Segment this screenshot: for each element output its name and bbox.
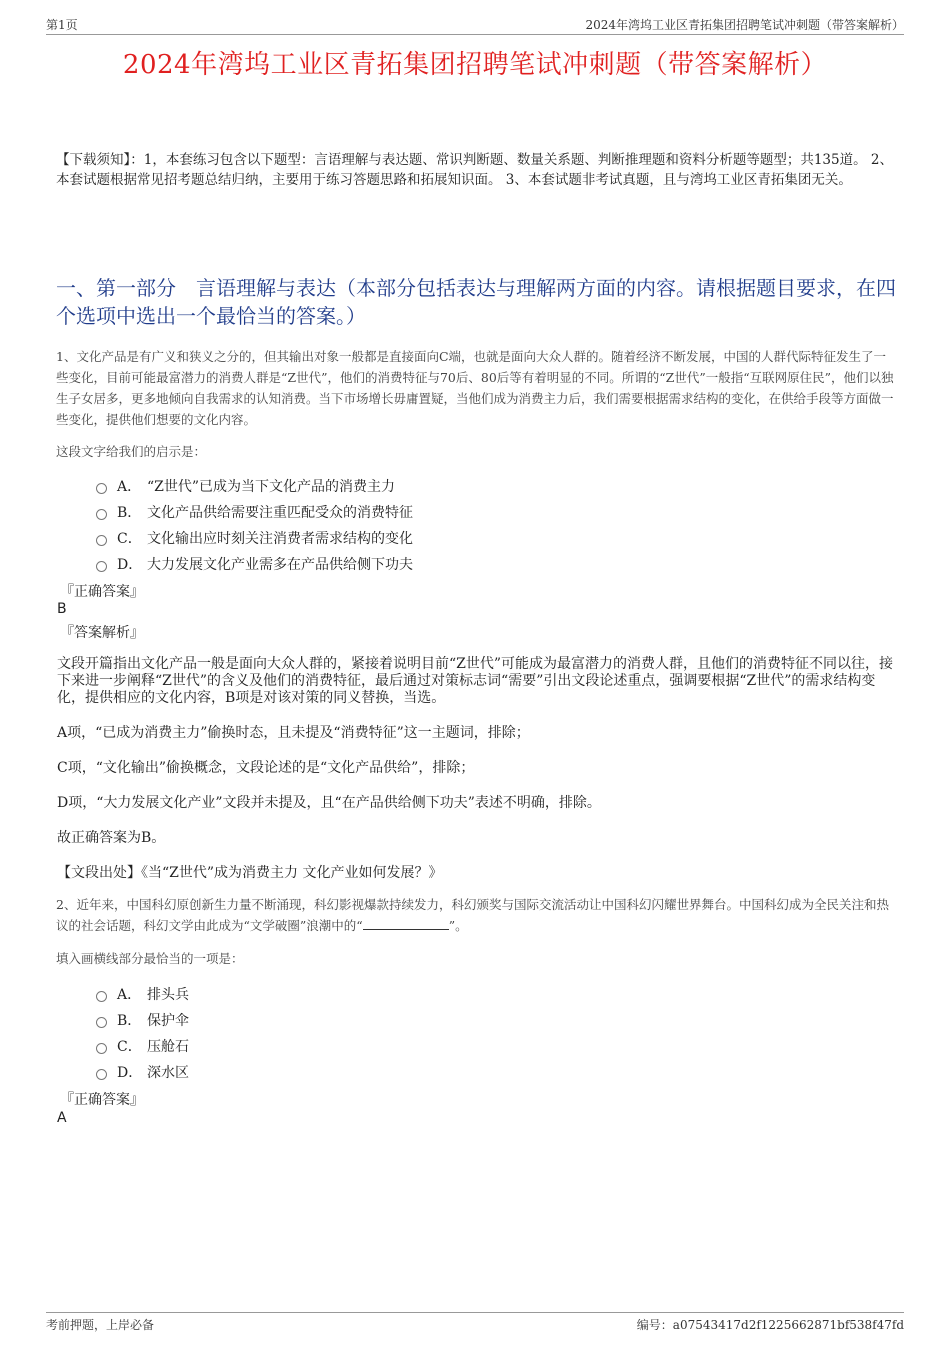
option-text: “Z世代”已成为当下文化产品的消费主力 xyxy=(147,479,396,495)
download-notice: 【下载须知】：1，本套练习包含以下题型：言语理解与表达题、常识判断题、数量关系题、判断推理题和资料分析题等题型；共135道。 2、本套试题根据常见招考题总结归纳，主要用于练习答题思路和拓展知识面。 3、本套试题非考试真题，且与湾坞工业区青拓集团无关。 xyxy=(56,152,893,188)
option-letter: A． xyxy=(117,479,142,495)
analysis-paragraph: C项，“文化输出”偷换概念，文段论述的是“文化产品供给”，排除； xyxy=(57,760,475,776)
option-letter: C． xyxy=(117,1039,142,1055)
analysis-paragraph: 文段开篇指出文化产品一般是面向大众人群的，紧接着说明目前“Z世代”可能成为最富潜力的消费人群，且他们的消费特征不同以往，接下来进一步阐释“Z世代”的含义及他们的消费特征，最后通过对策标志词“需要”引出文段论述重点，强调要根据“Z世代”的需求结构变化，提供相应的文化内容，B项是对该对策的同义替换，当选。 xyxy=(57,656,894,706)
radio-icon[interactable] xyxy=(96,509,107,520)
analysis-source: 【文段出处】《当“Z世代”成为消费主力 文化产业如何发展？》 xyxy=(57,865,443,881)
radio-icon[interactable] xyxy=(96,1069,107,1080)
page-footer xyxy=(46,1312,904,1333)
question-1-analysis-label: 『答案解析』 xyxy=(60,625,144,641)
radio-icon[interactable] xyxy=(96,1017,107,1028)
option-text: 大力发展文化产业需多在产品供给侧下功夫 xyxy=(147,557,413,573)
option-text: 压舱石 xyxy=(147,1039,189,1055)
page-number: 第1页 xyxy=(46,18,78,32)
question-1-answer: B xyxy=(57,601,67,617)
question-1-analysis xyxy=(57,656,899,900)
analysis-paragraph: D项，“大力发展文化产业”文段并未提及，且“在产品供给侧下功夫”表述不明确，排除。 xyxy=(57,795,601,811)
radio-icon[interactable] xyxy=(96,535,107,546)
question-2-text xyxy=(56,894,898,936)
option-text: 保护伞 xyxy=(147,1013,189,1029)
question-2-answer: A xyxy=(57,1110,67,1126)
option-letter: D． xyxy=(117,557,143,573)
option-letter: B． xyxy=(117,1013,142,1029)
option-letter: C． xyxy=(117,531,142,547)
radio-icon[interactable] xyxy=(96,1043,107,1054)
page-header xyxy=(46,14,904,35)
question-1-option-c[interactable] xyxy=(96,525,796,551)
option-text: 文化输出应时刻关注消费者需求结构的变化 xyxy=(147,531,413,547)
option-text: 深水区 xyxy=(147,1065,189,1081)
question-1-options xyxy=(96,473,796,577)
option-text: 文化产品供给需要注重匹配受众的消费特征 xyxy=(147,505,413,521)
analysis-paragraph: A项，“已成为消费主力”偷换时态，且未提及“消费特征”这一主题词，排除； xyxy=(57,725,530,741)
option-letter: B． xyxy=(117,505,142,521)
question-2-answer-label: 『正确答案』 xyxy=(60,1092,144,1108)
question-1-option-d[interactable] xyxy=(96,551,796,577)
footer-slogan: 考前押题，上岸必备 xyxy=(46,1318,155,1332)
fill-blank xyxy=(363,917,449,930)
question-2-option-b[interactable] xyxy=(96,1007,796,1033)
question-1-text: 1、文化产品是有广义和狭义之分的，但其输出对象一般都是直接面向C端，也就是面向大众人群的。随着经济不断发展，中国的人群代际特征发生了一些变化，目前可能最富潜力的消费人群是“Z世代”，他们的消费特征与70后、80后等有着明显的不同。所谓的“Z世代”一般指“互联网原住民”，他们以独生子女居多，更多地倾向自我需求的认知消费。当下市场增长毋庸置疑，当他们成为消费主力后，我们需要根据需求结构的变化，在供给手段等方面做一些变化，提供他们想要的文化内容。 xyxy=(56,349,894,427)
document-title: 2024年湾坞工业区青拓集团招聘笔试冲刺题（带答案解析） xyxy=(122,50,828,80)
option-letter: A． xyxy=(117,987,142,1003)
question-1-option-b[interactable] xyxy=(96,499,796,525)
option-text: 排头兵 xyxy=(147,987,189,1003)
question-2-option-c[interactable] xyxy=(96,1033,796,1059)
footer-code xyxy=(637,1316,904,1333)
question-2-options xyxy=(96,981,796,1085)
question-2-prompt: 填入画横线部分最恰当的一项是： xyxy=(56,951,244,966)
question-2-text-before: 2、近年来，中国科幻原创新生力量不断涌现，科幻影视爆款持续发力，科幻颁奖与国际交流活动让中国科幻闪耀世界舞台。中国科幻成为全民关注和热议的社会话题，科幻文学由此成为“文学破圈”浪潮中的“ xyxy=(56,897,889,933)
question-2-option-a[interactable] xyxy=(96,981,796,1007)
footer-code-label: 编号： xyxy=(636,1318,673,1332)
section-title: 一、第一部分 言语理解与表达（本部分包括表达与理解两方面的内容。请根据题目要求，在四个选项中选出一个最恰当的答案。） xyxy=(56,276,896,328)
footer-code-value: a07543417d2f1225662871bf538f47fd xyxy=(672,1318,904,1332)
radio-icon[interactable] xyxy=(96,991,107,1002)
option-letter: D． xyxy=(117,1065,143,1081)
question-2-option-d[interactable] xyxy=(96,1059,796,1085)
header-doc-title: 2024年湾坞工业区青拓集团招聘笔试冲刺题（带答案解析） xyxy=(585,18,904,32)
question-1-option-a[interactable] xyxy=(96,473,796,499)
radio-icon[interactable] xyxy=(96,483,107,494)
analysis-paragraph: 故正确答案为B。 xyxy=(57,830,166,846)
question-1-answer-label: 『正确答案』 xyxy=(60,584,144,600)
question-1-prompt: 这段文字给我们的启示是： xyxy=(56,444,207,459)
question-2-text-after: ”。 xyxy=(448,918,468,933)
radio-icon[interactable] xyxy=(96,561,107,572)
